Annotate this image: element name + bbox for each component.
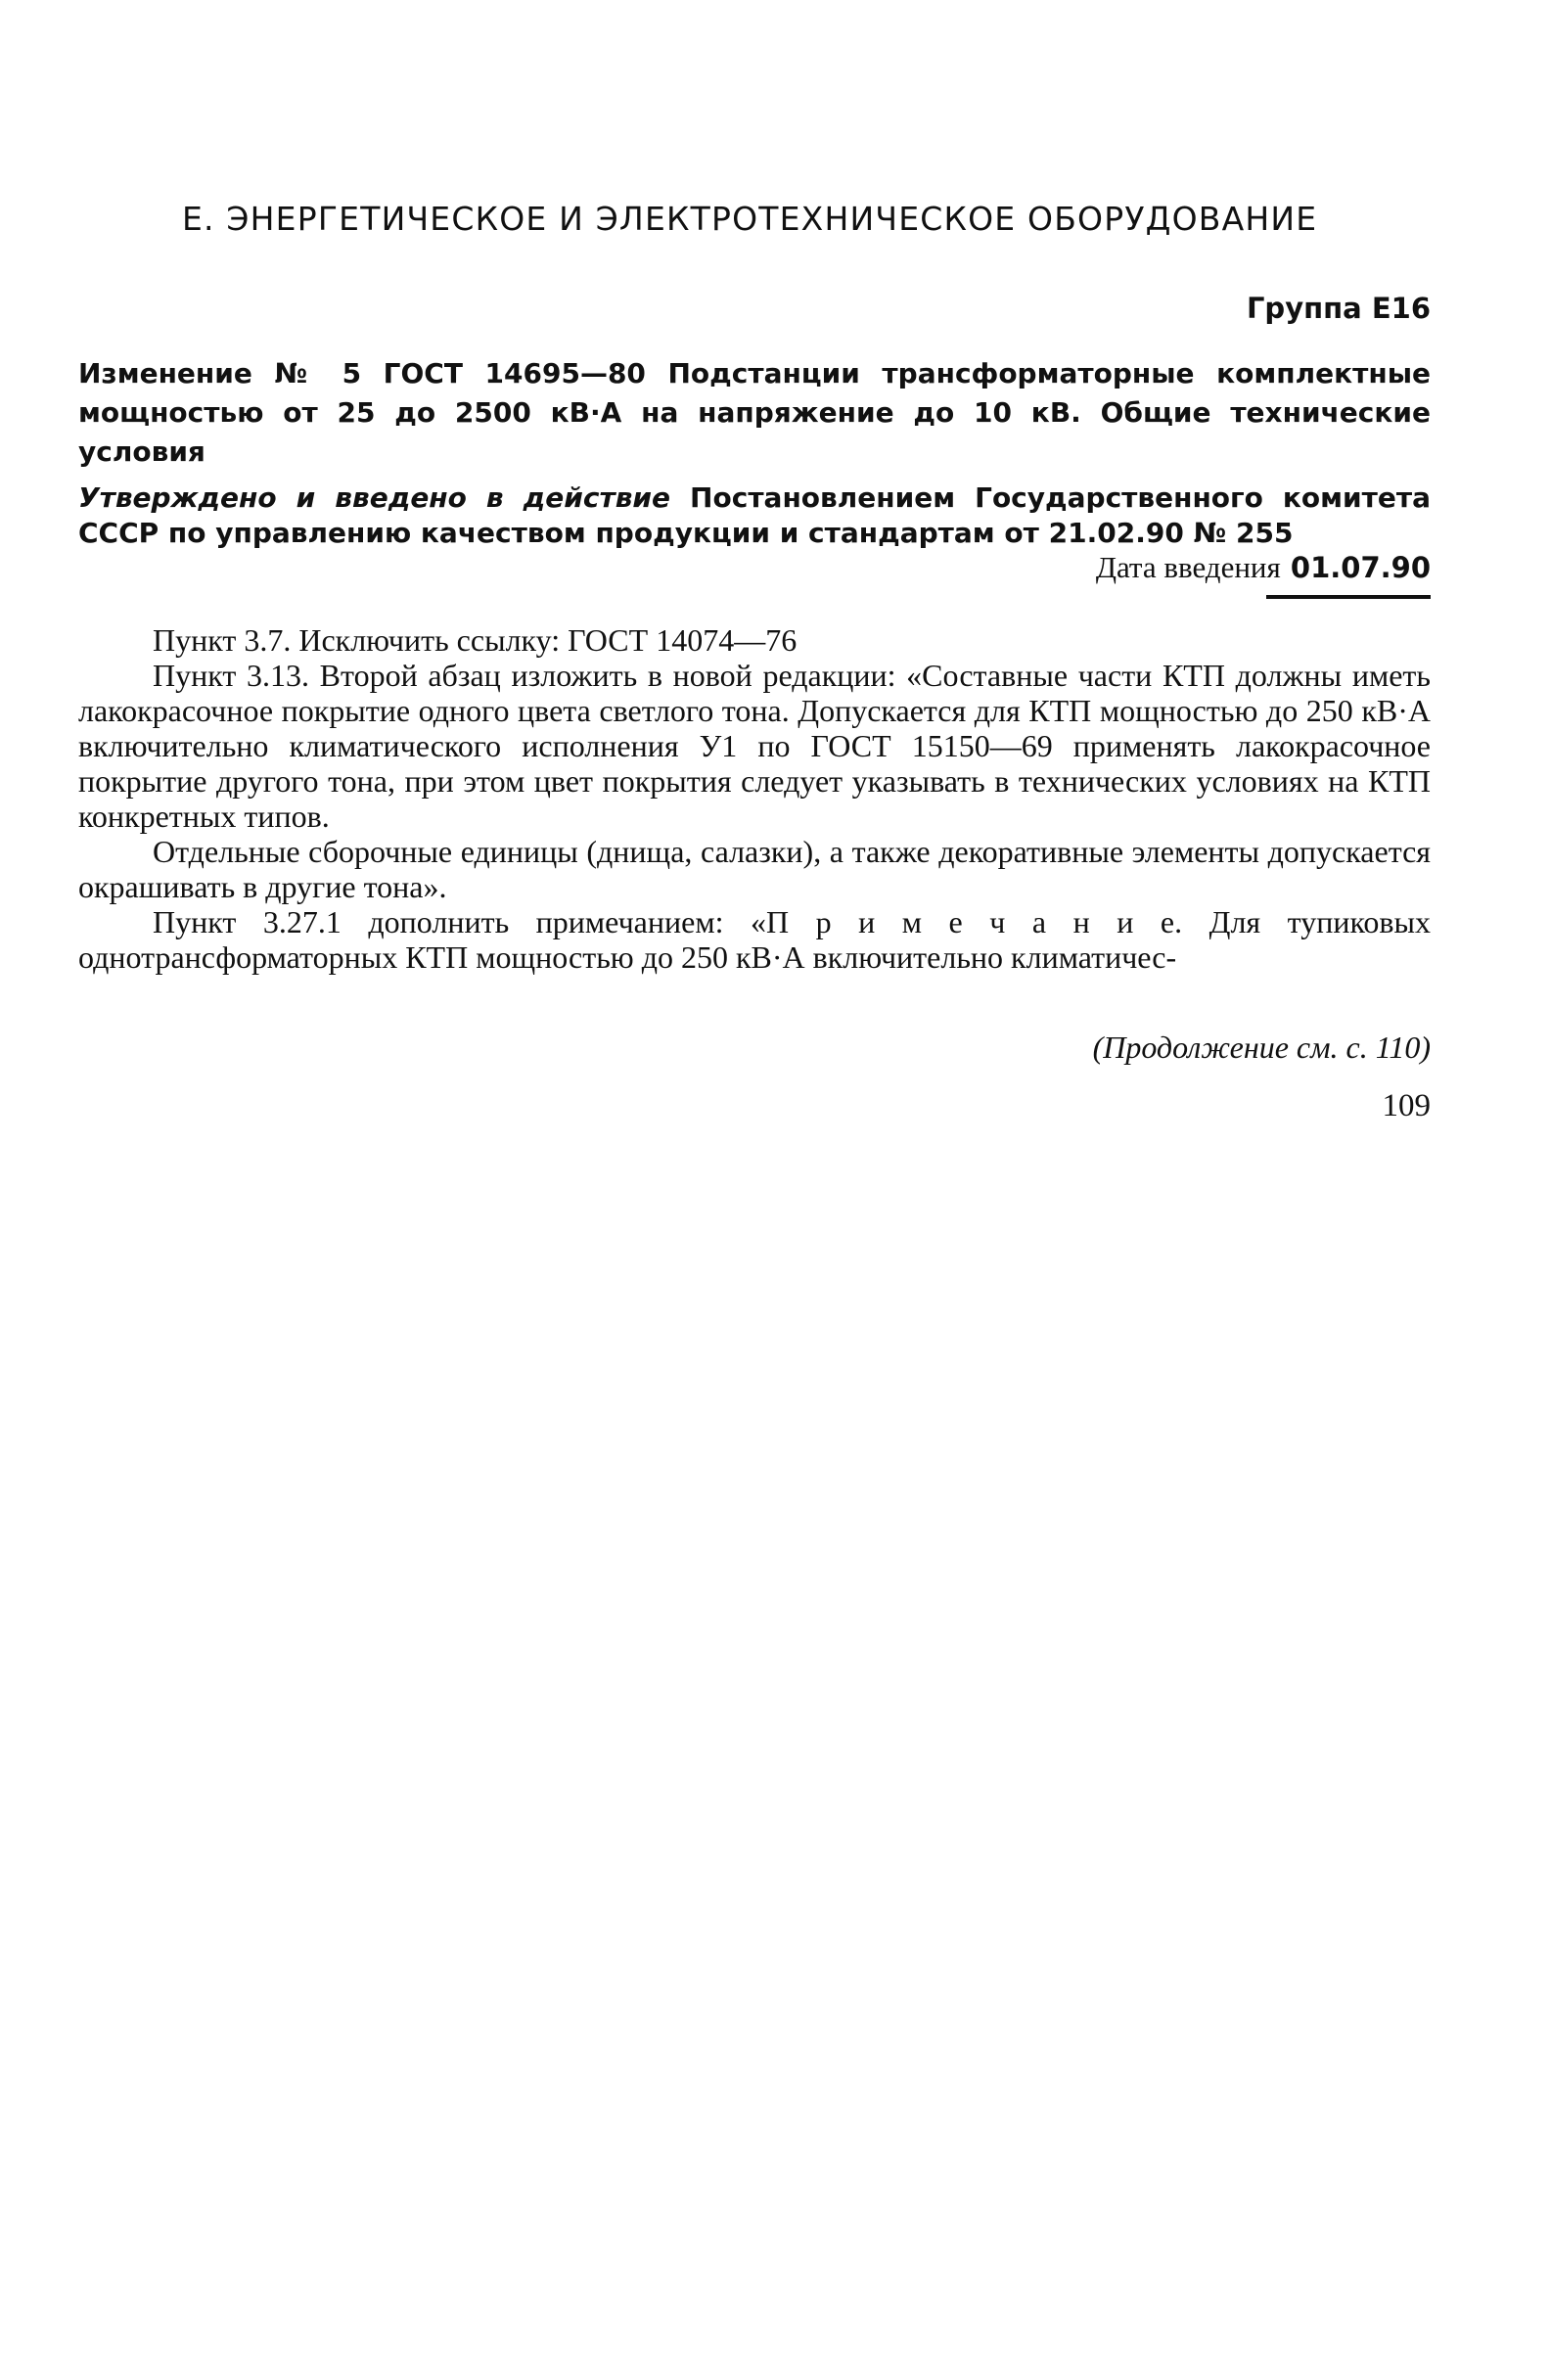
section-heading: Е. ЭНЕРГЕТИЧЕСКОЕ И ЭЛЕКТРОТЕХНИЧЕСКОЕ ОБОРУДОВАНИЕ	[182, 200, 1318, 238]
paragraph-clause-3-7: Пункт 3.7. Исключить ссылку: ГОСТ 14074—76	[153, 622, 798, 658]
paragraph-clause-3-27-1: Пункт 3.27.1 дополнить примечанием: «П р и м е ч а н и е. Для тупиковых однотрансформаторных КТП мощностью до 250 кВ·А включительно климатичес-	[78, 904, 1431, 975]
approval-lead: Утверждено и введено в действие	[78, 481, 671, 514]
introduction-date-label: Дата введения	[1095, 550, 1281, 584]
paragraph-assembly-units: Отдельные сборочные единицы (днища, салазки), а также декоративные элементы допускается окрашивать в другие тона».	[78, 834, 1431, 904]
introduction-date	[1096, 550, 1431, 585]
continuation-note: (Продолжение см. с. 110)	[1092, 1030, 1431, 1065]
group-label: Группа Е16	[1246, 292, 1431, 325]
date-underline	[1266, 595, 1431, 599]
body-text	[78, 622, 1431, 975]
amendment-title: Изменение № 5 ГОСТ 14695—80 Подстанции трансформаторные комплектные мощностью от 25 до 2500 кВ·А на напряжение до 10 кВ. Общие технические условия	[78, 357, 1431, 468]
introduction-date-value: 01.07.90	[1290, 551, 1431, 584]
paragraph-clause-3-13: Пункт 3.13. Второй абзац изложить в новой редакции: «Составные части КТП должны иметь лакокрасочное покрытие одного цвета светлого тона. Допускается для КТП мощностью до 250 кВ·А включительно климатического исполнения У1 по ГОСТ 15150—69 применять лакокрасочное покрытие другого тона, при этом цвет покрытия следует указывать в технических условиях на КТП конкретных типов.	[78, 658, 1431, 834]
page-number: 109	[1382, 1088, 1431, 1123]
approval-statement	[78, 481, 1431, 551]
approval-rest: Постановлением Государственного комитета СССР по управлению качеством продукции и стандартам от 21.02.90 № 255	[78, 481, 1432, 549]
